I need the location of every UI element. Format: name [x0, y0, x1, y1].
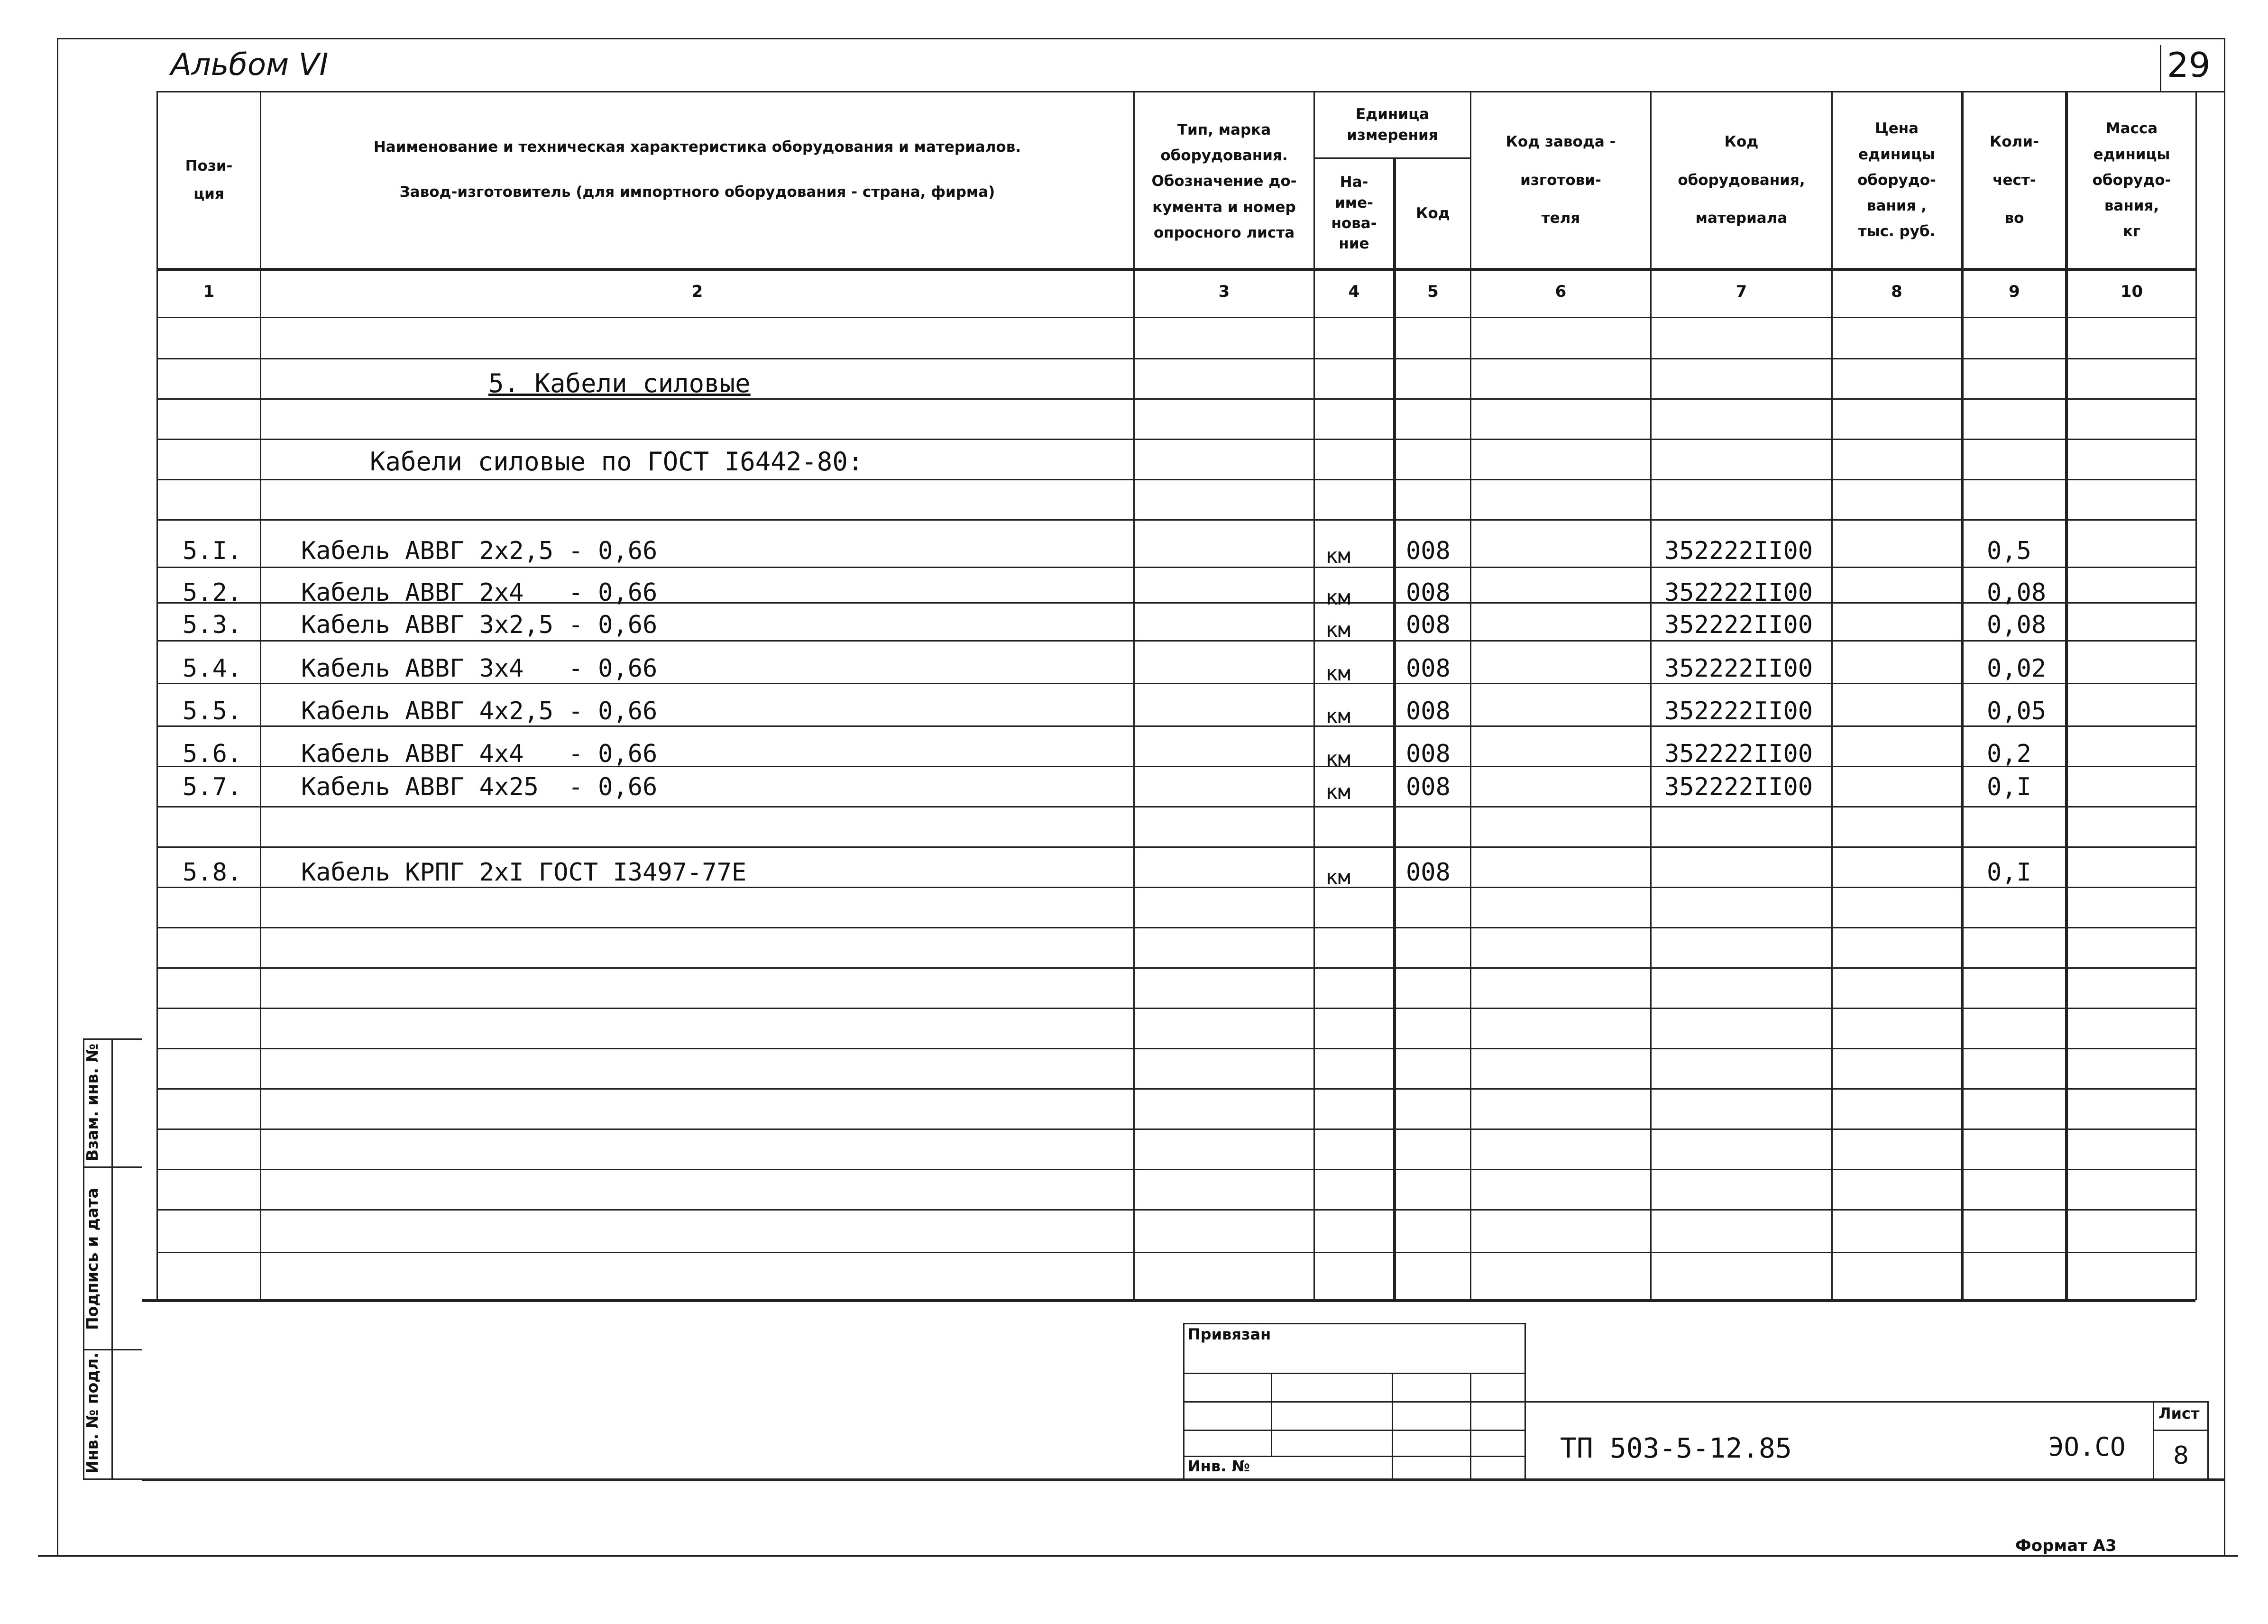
row-position: 5.7.	[183, 773, 242, 801]
col-line-10	[2195, 91, 2197, 1300]
row-code: 008	[1406, 654, 1451, 683]
row-line	[156, 725, 2195, 727]
frame-right-line	[2224, 38, 2225, 1555]
column-number-4: 4	[1348, 282, 1360, 301]
row-code: 008	[1406, 858, 1451, 887]
row-line	[156, 806, 2195, 807]
header-material-code: Код оборудования, материала	[1678, 133, 1805, 227]
row-unit: км	[1325, 704, 1350, 728]
row-material-code: 352222II00	[1664, 611, 1813, 639]
strip-sep-1	[83, 1166, 142, 1168]
header-mass: Масса единицы оборудо- вания, кг	[2092, 120, 2171, 240]
row-line	[156, 358, 2195, 359]
row-position: 5.5.	[183, 697, 242, 725]
row-line	[156, 1129, 2195, 1130]
header-position: Пози- ция	[185, 157, 233, 202]
row-code: 008	[1406, 773, 1451, 801]
row-name: Кабель АВВГ 4х25 - 0,66	[301, 773, 658, 801]
row-line	[156, 519, 2195, 521]
row-name: Кабель АВВГ 4х2,5 - 0,66	[301, 697, 658, 725]
row-name: Кабель АВВГ 2х2,5 - 0,66	[301, 537, 658, 565]
header-name-line1: Наименование и техническая характеристика оборудования и материалов.	[373, 138, 1021, 156]
original-inv-label: Инв. № подл.	[83, 1352, 101, 1474]
stamp-sheet-left	[2153, 1401, 2154, 1479]
row-line	[156, 567, 2195, 568]
header-unit-name: На- име- нова- ние	[1331, 174, 1377, 253]
row-quantity: 0,05	[1987, 697, 2047, 725]
column-number-10: 10	[2120, 282, 2143, 301]
row-line	[156, 846, 2195, 848]
row-material-code: 352222II00	[1664, 537, 1813, 565]
row-quantity: 0,2	[1987, 740, 2031, 768]
stamp-inv-label: Инв. №	[1188, 1457, 1250, 1475]
column-number-1: 1	[203, 282, 215, 301]
row-unit: км	[1325, 661, 1350, 686]
row-line	[156, 439, 2195, 440]
header-manufacturer-code: Код завода - изготови- теля	[1506, 133, 1616, 227]
header-unit-code: Код	[1416, 204, 1450, 222]
row-line	[156, 967, 2195, 969]
row-name: Кабель АВВГ 3х2,5 - 0,66	[301, 611, 658, 639]
column-number-7: 7	[1735, 282, 1747, 301]
header-quantity: Коли- чест- во	[1990, 133, 2039, 227]
stamp-sheet-right	[2207, 1401, 2209, 1479]
format-label: Формат А3	[2015, 1536, 2117, 1555]
section-title: 5. Кабели силовые	[488, 368, 751, 398]
row-quantity: 0,5	[1987, 537, 2031, 565]
row-material-code: 352222II00	[1664, 740, 1813, 768]
row-line	[156, 1169, 2195, 1170]
document-mark: ЭО.СО	[2048, 1432, 2126, 1462]
column-number-2: 2	[691, 282, 703, 301]
row-name: Кабель АВВГ 4х4 - 0,66	[301, 740, 658, 768]
frame-top-line	[57, 38, 2224, 39]
stamp-v-0	[1183, 1323, 1185, 1479]
row-line	[156, 640, 2195, 642]
column-number-3: 3	[1218, 282, 1230, 301]
stamp-v-3	[1470, 1373, 1471, 1479]
header-bottom-line	[156, 268, 2195, 271]
frame-bottom-line	[38, 1555, 2238, 1557]
row-quantity: 0,08	[1987, 578, 2047, 607]
stamp-sheet-sep	[2153, 1430, 2207, 1431]
row-name: Кабель КРПГ 2хI ГОСТ I3497-77Е	[301, 858, 747, 887]
row-position: 5.2.	[183, 578, 242, 607]
row-material-code: 352222II00	[1664, 578, 1813, 607]
stamp-v-1	[1271, 1373, 1272, 1456]
sheet-number-box-left	[2160, 45, 2161, 92]
stamp-line-2	[1183, 1401, 1524, 1403]
album-title: Альбом VI	[171, 47, 329, 83]
sheet-label: Лист	[2158, 1404, 2200, 1422]
table-bottom-line	[142, 1299, 2195, 1302]
stamp-bound-label: Привязан	[1188, 1325, 1271, 1343]
strip-bottom-line	[83, 1478, 142, 1480]
header-name-line2: Завод-изготовитель (для импортного оборудования - страна, фирма)	[399, 183, 995, 201]
row-position: 5.4.	[183, 654, 242, 683]
row-code: 008	[1406, 697, 1451, 725]
stamp-line-3	[1183, 1430, 1524, 1431]
row-material-code: 352222II00	[1664, 773, 1813, 801]
sheet-value: 8	[2173, 1441, 2189, 1470]
row-quantity: 0,08	[1987, 611, 2047, 639]
row-line	[156, 927, 2195, 928]
row-material-code: 352222II00	[1664, 697, 1813, 725]
stamp-line-1	[1183, 1373, 1524, 1374]
row-unit: км	[1325, 544, 1350, 568]
row-unit: км	[1325, 865, 1350, 890]
row-line	[156, 1209, 2195, 1211]
row-line	[156, 479, 2195, 480]
row-line	[156, 683, 2195, 684]
column-number-9: 9	[2009, 282, 2020, 301]
colnum-bottom-line	[156, 317, 2195, 318]
header-type: Тип, марка оборудования. Обозначение до- кумента и номер опросного листа	[1151, 121, 1297, 241]
row-quantity: 0,02	[1987, 654, 2047, 683]
row-unit: км	[1325, 747, 1350, 771]
replacement-inv-label: Взам. инв. №	[83, 1043, 101, 1162]
stamp-top-line	[1183, 1323, 1524, 1324]
row-line	[156, 398, 2195, 400]
row-material-code: 352222II00	[1664, 654, 1813, 683]
header-price: Цена единицы оборудо- вания , тыс. руб.	[1857, 120, 1936, 240]
row-unit: км	[1325, 780, 1350, 804]
row-unit: км	[1325, 618, 1350, 642]
row-position: 5.6.	[183, 740, 242, 768]
stamp-v-2	[1392, 1373, 1393, 1479]
row-unit: км	[1325, 586, 1350, 610]
row-quantity: 0,I	[1987, 773, 2031, 801]
column-number-5: 5	[1427, 282, 1439, 301]
strip-mid-line	[111, 1038, 113, 1479]
column-number-8: 8	[1891, 282, 1902, 301]
frame-left-line	[57, 38, 58, 1555]
row-name: Кабель АВВГ 3х4 - 0,66	[301, 654, 658, 683]
row-position: 5.3.	[183, 611, 242, 639]
row-line	[156, 887, 2195, 888]
signature-date-label: Подпись и дата	[83, 1188, 101, 1330]
row-line	[156, 1252, 2195, 1253]
row-code: 008	[1406, 611, 1451, 639]
row-line	[156, 1048, 2195, 1049]
document-code: ТП 503-5-12.85	[1560, 1432, 1792, 1464]
row-code: 008	[1406, 740, 1451, 768]
row-position: 5.I.	[183, 537, 242, 565]
row-code: 008	[1406, 578, 1451, 607]
subsection-title: Кабели силовые по ГОСТ I6442-80:	[370, 447, 863, 477]
stamp-doc-top	[1524, 1401, 2207, 1403]
header-unit-group: Единица измерения	[1347, 106, 1438, 144]
column-number-6: 6	[1555, 282, 1567, 301]
row-position: 5.8.	[183, 858, 242, 887]
row-line	[156, 1088, 2195, 1090]
sheet-number-top: 29	[2167, 45, 2211, 85]
row-code: 008	[1406, 537, 1451, 565]
row-name: Кабель АВВГ 2х4 - 0,66	[301, 578, 658, 607]
row-quantity: 0,I	[1987, 858, 2031, 887]
row-line	[156, 1008, 2195, 1009]
